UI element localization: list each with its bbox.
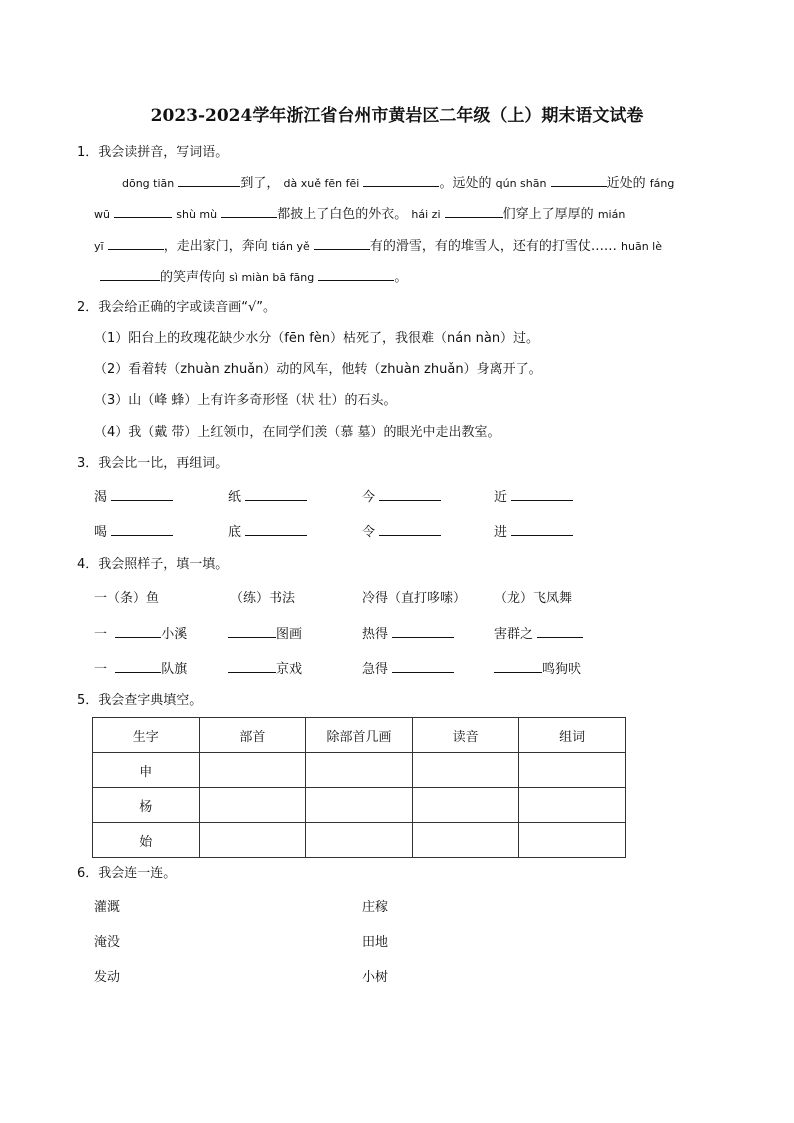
q2-item-2[interactable]: （2）看着转（zhuàn zhuǎn）动的风车，他转（zhuàn zhuǎn）身离开了。 <box>94 362 542 377</box>
q3-heading: 3．我会比一比，再组词。 <box>77 456 229 471</box>
q3-item: 渴 <box>94 488 173 507</box>
answer-blank[interactable] <box>318 268 394 281</box>
match-right-item[interactable]: 庄稼 <box>362 900 389 915</box>
answer-blank[interactable] <box>228 660 276 673</box>
q3-item: 今 <box>362 488 441 507</box>
pinyin-yi: yī <box>94 240 104 253</box>
q6-heading: 6．我会连一连。 <box>77 866 177 881</box>
answer-blank[interactable] <box>114 205 172 218</box>
q4-item: 京戏 <box>228 660 302 679</box>
answer-blank[interactable] <box>178 174 240 187</box>
q1-line-4: 的笑声传向 sì miàn bā fāng 。 <box>100 268 407 287</box>
q4-item: 急得 <box>362 660 454 679</box>
pinyin-qunshan: qún shān <box>495 177 547 190</box>
q4-example: （练）书法 <box>230 591 296 606</box>
answer-blank[interactable] <box>511 488 573 501</box>
answer-cell[interactable] <box>519 823 626 858</box>
char-cell: 杨 <box>93 788 200 823</box>
col-header: 读音 <box>412 718 519 753</box>
col-header: 组词 <box>519 718 626 753</box>
col-header: 生字 <box>93 718 200 753</box>
answer-blank[interactable] <box>228 625 276 638</box>
answer-cell[interactable] <box>412 753 519 788</box>
answer-cell[interactable] <box>199 823 306 858</box>
answer-cell[interactable] <box>306 823 413 858</box>
q3-item: 令 <box>362 523 441 542</box>
answer-blank[interactable] <box>245 488 307 501</box>
answer-blank[interactable] <box>494 660 542 673</box>
match-left-item[interactable]: 发动 <box>94 970 121 985</box>
answer-cell[interactable] <box>519 753 626 788</box>
match-right-item[interactable]: 田地 <box>362 935 389 950</box>
q4-example: 一（条）鱼 <box>94 591 160 606</box>
answer-blank[interactable] <box>392 625 454 638</box>
q3-item: 喝 <box>94 523 173 542</box>
pinyin-mian: mián <box>597 208 626 221</box>
q4-item: 害群之 <box>494 625 583 644</box>
answer-blank[interactable] <box>551 174 607 187</box>
table-row <box>93 753 626 788</box>
answer-blank[interactable] <box>100 268 160 281</box>
answer-cell[interactable] <box>412 823 519 858</box>
q4-example: 冷得（直打哆嗦） <box>362 591 467 606</box>
table-header-row <box>93 718 626 753</box>
q1-line-2: wū shù mù 都披上了白色的外衣。 hái zi 们穿上了厚厚的 mián <box>94 207 626 222</box>
exam-title: 2023-2024学年浙江省台州市黄岩区二年级（上）期末语文试卷 <box>150 106 644 126</box>
q2-heading: 2．我会给正确的字或读音画“√”。 <box>77 300 277 315</box>
pinyin-huanle: huān lè <box>621 240 663 253</box>
q4-item: 一 队旗 <box>94 662 188 677</box>
pinyin-dongtian: dōng tiān <box>122 177 175 190</box>
pinyin-daxuefenfei: dà xuě fēn fēi <box>283 177 360 190</box>
answer-cell[interactable] <box>412 788 519 823</box>
q4-heading: 4．我会照样子，填一填。 <box>77 557 229 572</box>
answer-blank[interactable] <box>392 660 454 673</box>
q5-heading: 5．我会查字典填空。 <box>77 693 203 708</box>
char-cell: 申 <box>93 753 200 788</box>
answer-blank[interactable] <box>379 523 441 536</box>
pinyin-haizi: hái zi <box>411 208 441 221</box>
answer-blank[interactable] <box>221 205 277 218</box>
answer-cell[interactable] <box>306 753 413 788</box>
answer-blank[interactable] <box>108 237 164 250</box>
q4-item: 图画 <box>228 625 302 644</box>
col-header: 除部首几画 <box>306 718 413 753</box>
q1-line-3: yī ，走出家门，奔向 tián yě 有的滑雪，有的堆雪人，还有的打雪仗…… huān lè <box>94 239 663 254</box>
match-left-item[interactable]: 淹没 <box>94 935 121 950</box>
answer-blank[interactable] <box>379 488 441 501</box>
answer-blank[interactable] <box>314 237 370 250</box>
q4-item: 一 小溪 <box>94 627 188 642</box>
answer-blank[interactable] <box>445 205 503 218</box>
answer-cell[interactable] <box>306 788 413 823</box>
q4-example: （龙）飞凤舞 <box>494 591 573 606</box>
answer-blank[interactable] <box>537 625 583 638</box>
q3-item: 近 <box>494 488 573 507</box>
match-right-item[interactable]: 小树 <box>362 970 389 985</box>
pinyin-fang: fáng <box>649 177 675 190</box>
answer-blank[interactable] <box>115 625 161 638</box>
pinyin-tianye: tián yě <box>271 240 310 253</box>
char-cell: 始 <box>93 823 200 858</box>
q2-item-1[interactable]: （1）阳台上的玫瑰花缺少水分（fēn fèn）枯死了，我很难（nán nàn）过。 <box>94 331 540 346</box>
answer-cell[interactable] <box>199 753 306 788</box>
q3-item: 纸 <box>228 488 307 507</box>
answer-blank[interactable] <box>245 523 307 536</box>
pinyin-simianbafang: sì miàn bā fāng <box>229 271 315 284</box>
q1-line-1: dōng tiān 到了， dà xuě fēn fēi 。远处的 qún shān 近处的 fáng <box>122 176 675 191</box>
col-header: 部首 <box>199 718 306 753</box>
table-row <box>93 823 626 858</box>
dictionary-table <box>92 717 626 858</box>
table-row <box>93 788 626 823</box>
answer-blank[interactable] <box>511 523 573 536</box>
q2-item-3[interactable]: （3）山（峰 蜂）上有许多奇形怪（状 壮）的石头。 <box>94 393 397 408</box>
pinyin-wu: wū <box>94 208 110 221</box>
q3-item: 底 <box>228 523 307 542</box>
match-left-item[interactable]: 灌溉 <box>94 900 121 915</box>
q3-item: 进 <box>494 523 573 542</box>
q4-item: 鸣狗吠 <box>494 660 581 679</box>
q2-item-4[interactable]: （4）我（戴 带）上红领巾，在同学们羡（慕 墓）的眼光中走出教室。 <box>94 425 501 440</box>
q1-heading: 1．我会读拼音，写词语。 <box>77 145 229 160</box>
answer-blank[interactable] <box>115 660 161 673</box>
answer-blank[interactable] <box>111 523 173 536</box>
answer-cell[interactable] <box>199 788 306 823</box>
q4-item: 热得 <box>362 625 454 644</box>
answer-cell[interactable] <box>519 788 626 823</box>
pinyin-shumu: shù mù <box>176 208 218 221</box>
answer-blank[interactable] <box>111 488 173 501</box>
answer-blank[interactable] <box>363 174 439 187</box>
